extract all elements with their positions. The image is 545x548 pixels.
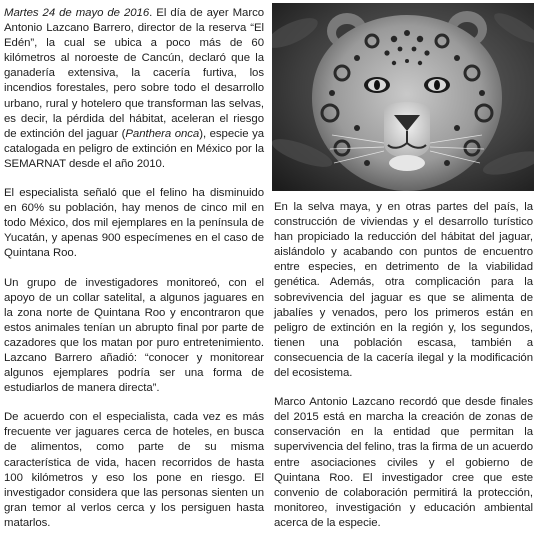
- paragraph-1-text-b: ), especie ya catalogada en peligro de extinción en México por la SEMARNAT desde el año 2010.: [4, 127, 264, 170]
- right-column: [274, 200, 533, 545]
- paragraph-1-text-a: . El día de ayer Marco Antonio Lazcano Barrero, director de la reserva “El Edén”, la cual se ubica a poco más de 60 kilómetros al noroeste de Cancún, declaró que la ganadería extensiva, la cacería furtiva, los incendios forestales, pero sobre todo el desarrollo urbano, rural y hotelero que transforman las selvas, es decir, la pérdida del hábitat, aceleran el riesgo de extinción del jaguar (: [4, 7, 265, 140]
- jaguar-photo: [272, 3, 534, 191]
- left-column: [4, 6, 264, 545]
- paragraph-4: De acuerdo con el especialista, cada vez es más frecuente ver jaguares cerca de hoteles, en busca de alimentos, como parte de su misma característica de vida, hacen recorridos de hasta 100 kilómetros y eso los pone en riesgo. El investigador considera que las personas sienten un gran temor al verlos cerca y los persiguen hasta matarlos.: [4, 411, 264, 529]
- species-name: Panthera onca: [125, 127, 200, 140]
- paragraph-3: Un grupo de investigadores monitoreó, con el apoyo de un collar satelital, a algunos jaguares en la zona norte de Quintana Roo y encontraron que estos animales tenían un abrupto final por parte de cazadores que los matan por puro entretenimiento. Lazcano Barrero añadió: “conocer y monitorear algunos ejemplares podría ser una forma de estudiarlos de manera directa”.: [4, 276, 264, 395]
- paragraph-1: [4, 6, 264, 172]
- jaguar-illustration: [272, 3, 534, 191]
- paragraph-2: El especialista señaló que el felino ha disminuido en 60% su población, hay menos de cinco mil en todo México, dos mil ejemplares en la península de Yucatán, y apenas 900 especímenes en el caso de Quintana Roo.: [4, 187, 264, 260]
- dateline: Martes 24 de mayo de 2016: [4, 7, 150, 19]
- paragraph-5: En la selva maya, y en otras partes del país, la construcción de viviendas y el desarrollo turístico han propiciado la reducción del hábitat del jaguar, aislándolo y acabando con puntos de encuentro entre especies, en detrimento de la viabilidad genética. Además, otra complicación para la sobrevivencia del jaguar es que se alimenta de jabalíes y venados, pero los primeros están en peligro de extinción en la región y, los segundos, tienen una población escasa, también a consecuencia de la cacería ilegal y la modificación del ecosistema.: [274, 201, 533, 380]
- paragraph-6: Marco Antonio Lazcano recordó que desde finales del 2015 está en marcha la creación de zonas de conservación en la entidad que permitan la supervivencia del felino, tras la firma de un acuerdo entre asociaciones civiles y el gobierno de Quintana Roo. El investigador cree que este convenio de colaboración permitirá la protección, monitoreo, investigación y educación ambiental acerca de la especie.: [274, 396, 533, 529]
